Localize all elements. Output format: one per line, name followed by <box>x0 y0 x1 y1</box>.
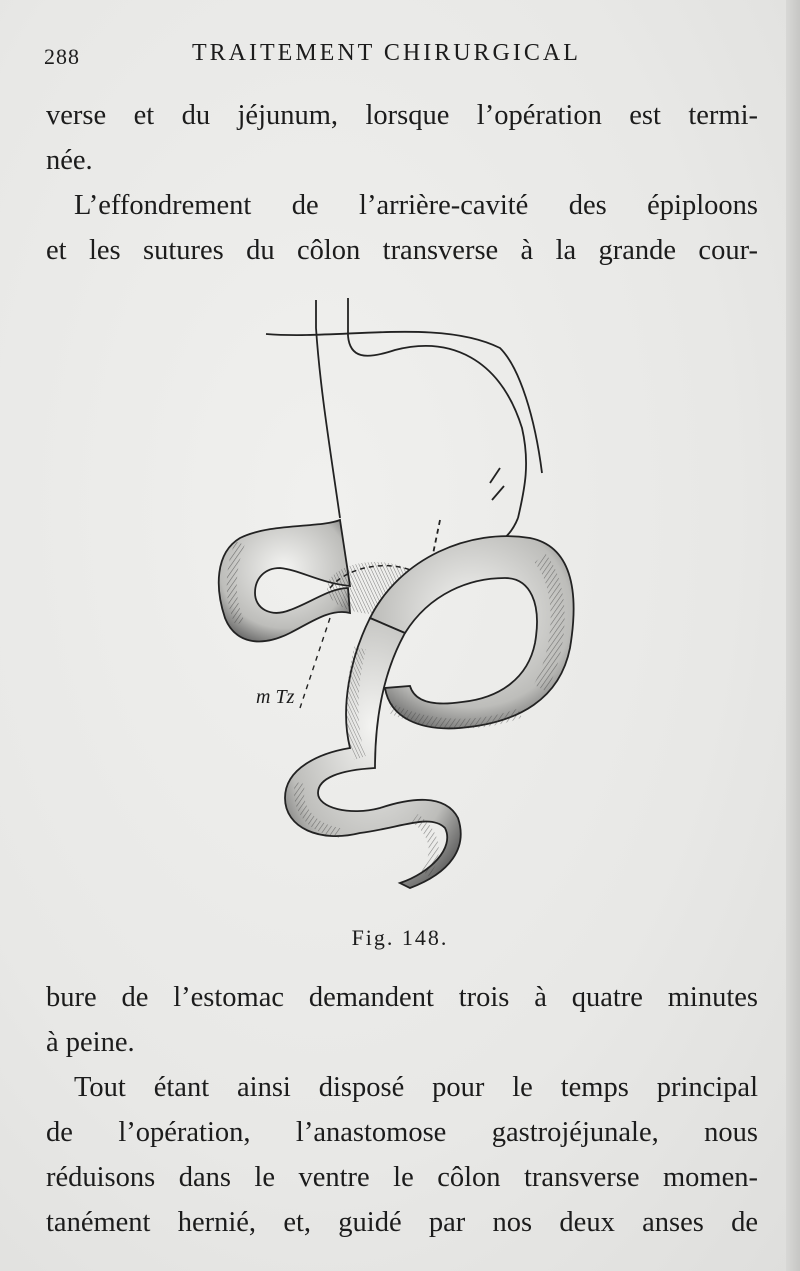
text-block-top <box>46 93 758 273</box>
running-title: TRAITEMENT CHIRURGICAL <box>192 40 581 66</box>
text-line: de l’opération, l’anastomose gastrojéjunale, nous <box>46 1117 758 1148</box>
text-line: L’effondrement de l’arrière-cavité des épiploons <box>74 190 758 221</box>
text-line: bure de l’estomac demandent trois à quatre minutes <box>46 982 758 1013</box>
stomach-jejunum-anastomosis-illustration <box>200 288 600 898</box>
text-line: à peine. <box>46 1027 135 1058</box>
text-line: réduisons dans le ventre le côlon transverse momen- <box>46 1162 758 1193</box>
text-line: née. <box>46 145 93 176</box>
text-block-bottom <box>46 975 758 1245</box>
page-header <box>44 38 724 78</box>
artist-signature: m Tz <box>256 686 295 708</box>
text-line: et les sutures du côlon transverse à la grande cour- <box>46 235 758 266</box>
text-line: verse et du jéjunum, lorsque l’opération est termi- <box>46 100 758 131</box>
text-line: tanément hernié, et, guidé par nos deux anses de <box>46 1207 758 1238</box>
suture-guide-line <box>300 618 330 708</box>
figure-caption: Fig. 148. <box>351 925 449 950</box>
bowel-loop-lower <box>285 618 461 888</box>
text-line: Tout étant ainsi disposé pour le temps principal <box>74 1072 758 1103</box>
page-number: 288 <box>44 44 80 69</box>
page-edge-shadow <box>786 0 800 1271</box>
figure-148 <box>200 288 600 898</box>
